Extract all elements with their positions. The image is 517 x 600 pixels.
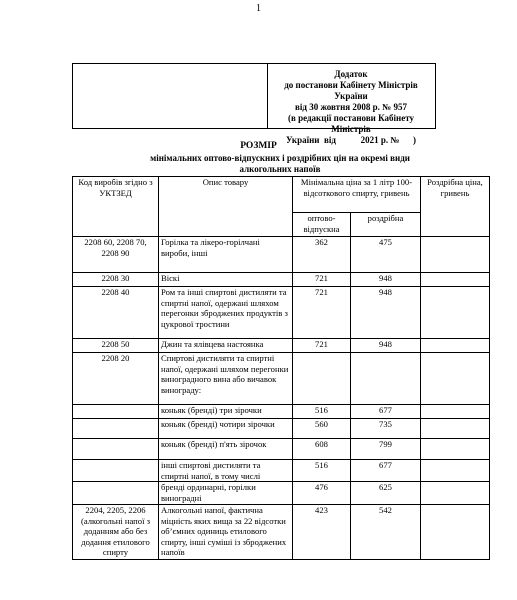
row-wholesale-price: 560	[293, 419, 351, 439]
row-retail-min-price: 948	[351, 273, 421, 287]
row-description: коньяк (бренді) п'ять зірочок	[159, 439, 293, 460]
row-code	[73, 482, 159, 505]
annex-divider	[267, 64, 268, 128]
row-retail-min-price: 677	[351, 405, 421, 419]
row-retail-min-price: 735	[351, 419, 421, 439]
row-retail-min-price: 948	[351, 287, 421, 339]
row-wholesale-price: 516	[293, 460, 351, 482]
header-retail-sub: роздрібна	[351, 213, 421, 237]
row-code: 2204, 2205, 2206 (алкогольні напої з доданням або без додання етилового спирту	[73, 505, 159, 560]
row-description: Віскі	[159, 273, 293, 287]
row-code	[73, 405, 159, 419]
row-wholesale-price	[293, 353, 351, 405]
page-number: 1	[256, 3, 261, 14]
row-retail-min-price: 475	[351, 237, 421, 273]
row-code: 2208 60, 2208 70, 2208 90	[73, 237, 159, 273]
annex-line: від 30 жовтня 2008 р. № 957	[295, 102, 407, 112]
header-row	[73, 177, 490, 213]
row-retail-min-price: 542	[351, 505, 421, 560]
table-row	[73, 419, 490, 439]
row-retail-price	[421, 237, 490, 273]
table-row	[73, 237, 490, 273]
row-retail-min-price: 799	[351, 439, 421, 460]
table-row	[73, 273, 490, 287]
row-wholesale-price: 721	[293, 339, 351, 353]
table-row	[73, 353, 490, 405]
annex-line: (в редакції постанови Кабінету Міністрів	[287, 113, 415, 134]
row-code: 2208 40	[73, 287, 159, 339]
row-code	[73, 419, 159, 439]
row-description: інші спиртові дистиляти та спиртні напої, в тому числі	[159, 460, 293, 482]
row-retail-price	[421, 273, 490, 287]
price-table	[72, 176, 490, 560]
row-wholesale-price: 476	[293, 482, 351, 505]
row-description: бренді ординарні, горілки виноградні	[159, 482, 293, 505]
row-wholesale-price: 608	[293, 439, 351, 460]
row-retail-price	[421, 460, 490, 482]
row-wholesale-price: 423	[293, 505, 351, 560]
row-description: коньяк (бренді) три зірочки	[159, 405, 293, 419]
annex-line: Додаток	[334, 69, 368, 79]
table-row	[73, 505, 490, 560]
row-description: Спиртові дистиляти та спиртні напої, одержані шляхом перегонки виноградного вина або вичавок винограду:	[159, 353, 293, 405]
table-row	[73, 460, 490, 482]
header-wholesale: оптово-відпускна	[293, 213, 351, 237]
row-retail-price	[421, 353, 490, 405]
price-table-body	[73, 177, 490, 560]
row-description: Джин та ялівцева настоянка	[159, 339, 293, 353]
document-subtitle: мінімальних оптово-відпускних і роздрібних цін на окремі види алкогольних напоїв	[150, 153, 410, 174]
row-code	[73, 460, 159, 482]
row-retail-price	[421, 439, 490, 460]
row-wholesale-price: 362	[293, 237, 351, 273]
row-description: Алкогольні напої, фактична міцність яких вища за 22 відсотки об’ємних одиниць етилового спирту, інші суміші із зброджених напоїв	[159, 505, 293, 560]
row-code: 2208 30	[73, 273, 159, 287]
row-description: Горілка та лікеро-горілчані вироби, інші	[159, 237, 293, 273]
row-retail-price	[421, 505, 490, 560]
row-code: 2208 50	[73, 339, 159, 353]
row-wholesale-price: 721	[293, 287, 351, 339]
row-description: Ром та інші спиртові дистиляти та спиртні напої, одержані шляхом перегонки зброджених продуктів з цукрової тростини	[159, 287, 293, 339]
row-retail-min-price: 625	[351, 482, 421, 505]
header-description: Опис товару	[159, 177, 293, 237]
row-wholesale-price: 516	[293, 405, 351, 419]
table-row	[73, 482, 490, 505]
row-code: 2208 20	[73, 353, 159, 405]
table-row	[73, 287, 490, 339]
document-title: РОЗМІР	[240, 141, 277, 151]
row-code	[73, 439, 159, 460]
header-code: Код виробів згідно з УКТЗЕД	[73, 177, 159, 237]
table-row	[73, 439, 490, 460]
row-retail-price	[421, 482, 490, 505]
row-retail-price	[421, 339, 490, 353]
row-retail-price	[421, 405, 490, 419]
annex-text	[269, 69, 433, 146]
row-wholesale-price: 721	[293, 273, 351, 287]
table-row	[73, 405, 490, 419]
table-row	[73, 339, 490, 353]
row-retail-min-price: 677	[351, 460, 421, 482]
annex-line: до постанови Кабінету Міністрів України	[284, 80, 418, 101]
row-retail-price	[421, 287, 490, 339]
row-description: коньяк (бренді) чотири зірочки	[159, 419, 293, 439]
annex-line: України від 2021 р. № )	[286, 135, 416, 145]
header-min-price: Мінімальна ціна за 1 літр 100-відсоткового спирту, гривень	[293, 177, 421, 213]
header-retail-price: Роздрібна ціна, гривень	[421, 177, 490, 237]
row-retail-min-price: 948	[351, 339, 421, 353]
annex-box	[72, 63, 436, 145]
row-retail-min-price	[351, 353, 421, 405]
row-retail-price	[421, 419, 490, 439]
